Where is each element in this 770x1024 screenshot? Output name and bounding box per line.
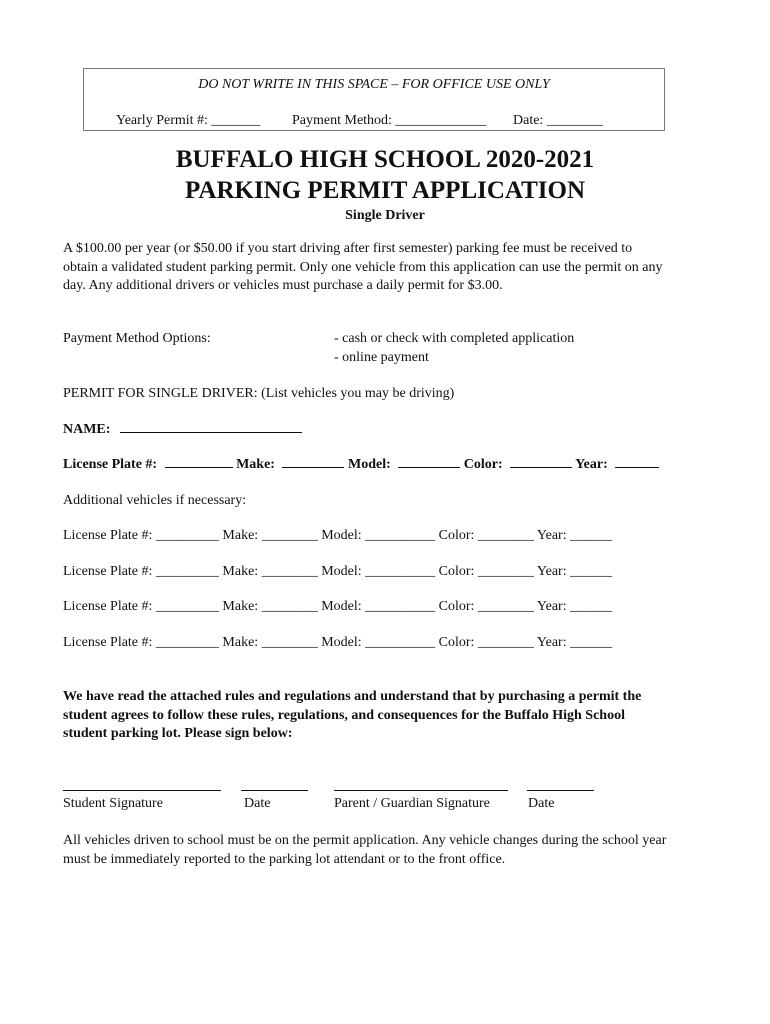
additional-vehicle-row [63,635,612,651]
name-field[interactable] [120,421,302,433]
payment-option-online: - online payment [334,350,429,365]
form-subtitle: Single Driver [345,208,425,223]
student-signature-label: Student Signature [63,796,163,811]
office-use-box [83,68,665,131]
add-make-field[interactable]: Make: ________ [222,599,318,614]
footer-paragraph: All vehicles driven to school must be on the permit application. Any vehicle changes during the school year must be immediately reported to the parking lot attendant or to the front office. [63,833,667,867]
parent-date-line[interactable] [527,790,594,791]
parent-date-label: Date [528,796,555,811]
model-field[interactable] [398,456,460,468]
name-row [63,421,302,438]
form-title-line2: PARKING PERMIT APPLICATION [184,177,586,204]
additional-vehicle-row [63,528,612,544]
add-model-field[interactable]: Model: __________ [321,564,436,579]
fee-paragraph: A $100.00 per year (or $50.00 if you start driving after first semester) parking fee must be received to obtain a validated student parking permit. Only one vehicle from this application can use the permit on any day. Any additional drivers or vehicles must purchase a daily permit for $3.00. [63,241,663,293]
color-label: Color: [463,457,503,472]
add-model-field[interactable]: Model: __________ [321,528,436,543]
student-date-line[interactable] [241,790,308,791]
plate-label: License Plate #: [63,457,158,472]
add-plate-field[interactable]: License Plate #: _________ [63,564,219,579]
make-label: Make: [236,457,275,472]
payment-option-cash: - cash or check with completed application [334,331,575,346]
add-color-field[interactable]: Color: ________ [438,635,534,650]
add-year-field[interactable]: Year: ______ [536,564,613,579]
add-make-field[interactable]: Make: ________ [222,528,318,543]
primary-vehicle-row [63,456,659,473]
payment-method-field: Payment Method: _____________ [292,113,487,128]
permit-heading: PERMIT FOR SINGLE DRIVER: (List vehicles you may be driving) [63,386,455,401]
office-date-field: Date: ________ [513,113,603,128]
add-plate-field[interactable]: License Plate #: _________ [63,635,219,650]
parent-signature-line[interactable] [334,790,508,791]
name-label: NAME: [63,422,111,437]
agreement-paragraph: We have read the attached rules and regulations and understand that by purchasing a permit the student agrees to follow these rules, regulations, and consequences for the Buffalo High School student parking lot. Please sign below: [63,689,642,741]
add-make-field[interactable]: Make: ________ [222,564,318,579]
additional-vehicle-row [63,564,612,580]
year-label: Year: [575,457,608,472]
add-year-field[interactable]: Year: ______ [536,599,613,614]
parent-signature-label: Parent / Guardian Signature [334,796,490,811]
add-color-field[interactable]: Color: ________ [438,564,534,579]
student-date-label: Date [244,796,271,811]
color-field[interactable] [510,456,572,468]
add-color-field[interactable]: Color: ________ [438,528,534,543]
add-model-field[interactable]: Model: __________ [321,599,436,614]
payment-options-label: Payment Method Options: [63,331,211,346]
form-title-line1: BUFFALO HIGH SCHOOL 2020-2021 [175,146,595,173]
add-color-field[interactable]: Color: ________ [438,599,534,614]
year-field[interactable] [615,456,659,468]
additional-vehicles-heading: Additional vehicles if necessary: [63,493,247,508]
add-plate-field[interactable]: License Plate #: _________ [63,528,219,543]
add-model-field[interactable]: Model: __________ [321,635,436,650]
additional-vehicle-row [63,599,612,615]
yearly-permit-field: Yearly Permit #: _______ [116,113,261,128]
model-label: Model: [347,457,391,472]
add-year-field[interactable]: Year: ______ [536,635,613,650]
plate-field[interactable] [165,456,233,468]
make-field[interactable] [282,456,344,468]
add-year-field[interactable]: Year: ______ [536,528,613,543]
add-plate-field[interactable]: License Plate #: _________ [63,599,219,614]
student-signature-line[interactable] [63,790,221,791]
office-use-title: DO NOT WRITE IN THIS SPACE – FOR OFFICE USE ONLY [198,77,550,92]
add-make-field[interactable]: Make: ________ [222,635,318,650]
